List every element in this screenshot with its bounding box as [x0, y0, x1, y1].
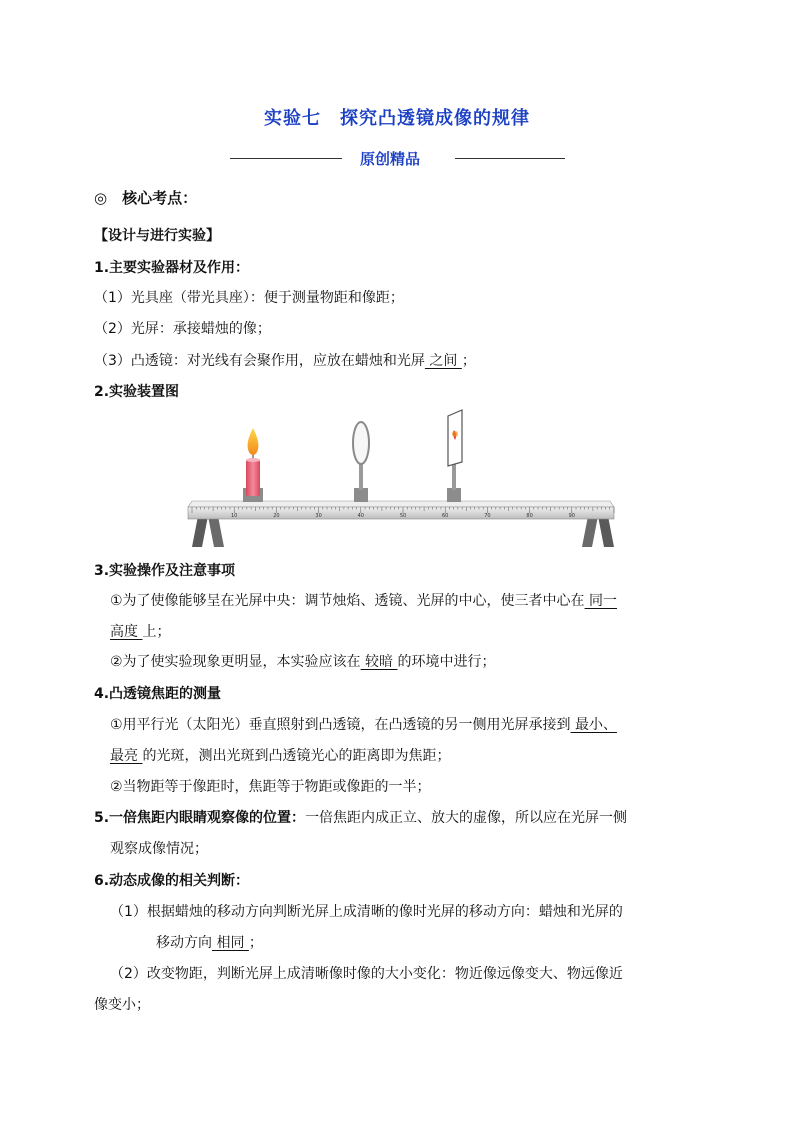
item6-line1-answer: 相同 — [212, 935, 249, 951]
item3-line1-prefix: ①为了使像能够呈在光屏中央：调节烛焰、透镜、光屏的中心，使三者中心在 — [110, 593, 585, 609]
item3-line1-answer-b: 高度 — [110, 624, 143, 640]
item3-line1-cont — [110, 622, 170, 642]
item1-line3-prefix: （3）凸透镜：对光线有会聚作用，应放在蜡烛和光屏 — [94, 353, 425, 369]
item5-heading: 5.一倍焦距内眼睛观察像的位置： — [94, 810, 306, 826]
item6-line1-suffix: ； — [248, 935, 263, 951]
ruler-tick-label: 30 — [315, 513, 322, 519]
item5-line1 — [94, 808, 627, 828]
item4-line1-answer-b: 最亮 — [110, 748, 143, 764]
core-points-heading: ◎ 核心考点： — [94, 189, 198, 207]
item6-line1-prefix: 移动方向 — [156, 935, 212, 951]
item6-heading: 6.动态成像的相关判断： — [94, 873, 250, 889]
item1-line1: （1）光具座（带光具座）：便于测量物距和像距； — [94, 290, 404, 306]
item4-line1-prefix: ①用平行光（太阳光）垂直照射到凸透镜，在凸透镜的另一侧用光屏承接到 — [110, 717, 571, 733]
ruler-tick-label: 60 — [442, 513, 449, 519]
item1-line3-suffix: ； — [461, 353, 476, 369]
item6-line1-cont — [156, 933, 263, 953]
ruler-rail — [188, 501, 614, 519]
candle-flame — [248, 428, 259, 455]
item6-line2-cont: 像变小； — [94, 997, 150, 1013]
title-rule-left — [230, 158, 342, 159]
item6-line2: （2）改变物距，判断光屏上成清晰像时像的大小变化：物近像远像变大、物远像近 — [110, 966, 623, 982]
item5-text-a: 一倍焦距内成正立、放大的虚像，所以应在光屏一侧 — [305, 810, 628, 826]
ruler-tick-label: 20 — [273, 513, 280, 519]
bench-leg-left — [192, 516, 224, 547]
item3-line1-answer-a: 同一 — [584, 593, 618, 609]
candle — [243, 454, 263, 502]
ruler-tick-label: 80 — [526, 513, 533, 519]
ruler-tick-label: 90 — [568, 513, 575, 519]
page-subtitle: 原创精品 — [360, 150, 421, 168]
item3-line2-suffix: 的环境中进行； — [397, 654, 496, 670]
item4-line1 — [110, 715, 617, 735]
ruler-tick-label: 40 — [357, 513, 364, 519]
title-rule-right — [455, 158, 565, 159]
item5-line2: 观察成像情况； — [110, 841, 208, 857]
section-heading: 【设计与进行实验】 — [94, 228, 220, 244]
item3-line1 — [110, 591, 617, 611]
convex-lens — [353, 422, 369, 502]
item4-line1-answer-a: 最小、 — [570, 717, 618, 733]
item4-line1-suffix: 的光斑，测出光斑到凸透镜光心的距离即为焦距； — [142, 748, 451, 764]
item1-line3-answer: 之间 — [424, 353, 462, 369]
ruler-tick-label: 50 — [399, 513, 407, 519]
ruler-tick-label: 70 — [484, 513, 491, 519]
item3-heading: 3.实验操作及注意事项 — [94, 563, 236, 579]
item3-line2-prefix: ②为了使实验现象更明显，本实验应该在 — [110, 654, 361, 670]
item2-heading: 2.实验装置图 — [94, 384, 180, 400]
light-screen — [447, 410, 462, 502]
item1-line2: （2）光屏：承接蜡烛的像； — [94, 321, 271, 337]
item6-line1: （1）根据蜡烛的移动方向判断光屏上成清晰的像时光屏的移动方向：蜡烛和光屏的 — [110, 904, 623, 920]
item3-line2-answer: 较暗 — [360, 654, 398, 670]
item4-line2: ②当物距等于像距时，焦距等于物距或像距的一半； — [110, 779, 431, 795]
bench-leg-right — [582, 516, 614, 547]
item3-line1-suffix: 上； — [142, 624, 171, 640]
page-title: 实验七 探究凸透镜成像的规律 — [264, 108, 530, 129]
item1-heading: 1.主要实验器材及作用： — [94, 260, 250, 276]
item4-heading: 4.凸透镜焦距的测量 — [94, 686, 222, 702]
item1-line3 — [94, 351, 476, 371]
item4-line1-cont — [110, 746, 450, 766]
item3-line2 — [110, 652, 495, 672]
ruler-tick-label: 10 — [231, 513, 238, 519]
optical-bench-figure — [186, 404, 616, 554]
